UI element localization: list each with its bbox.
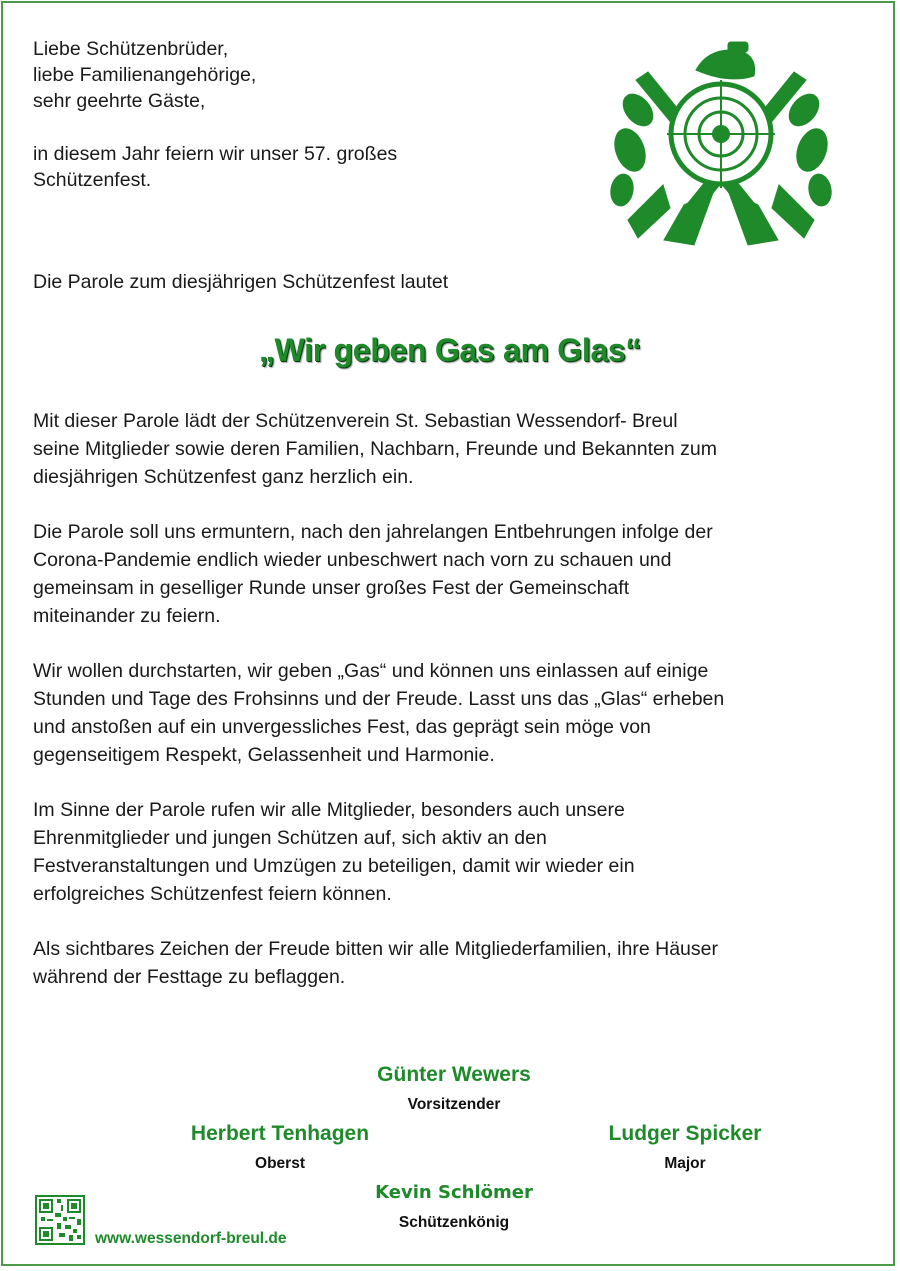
- text-line: Die Parole soll uns ermuntern, nach den jahrelangen Entbehrungen infolge der: [33, 521, 713, 543]
- text-line: Als sichtbares Zeichen der Freude bitten wir alle Mitgliederfamilien, ihre Häuser: [33, 938, 718, 960]
- greeting: [33, 36, 397, 193]
- signature-role: Major: [664, 1155, 706, 1172]
- paragraph: [33, 935, 873, 991]
- paragraph: [33, 796, 873, 908]
- greeting-line: Schützenfest.: [33, 169, 152, 191]
- text-line: während der Festtage zu beflaggen.: [33, 966, 346, 988]
- motto-title: „Wir geben Gas am Glas“: [258, 332, 642, 368]
- signature-colonel: [150, 1121, 410, 1174]
- text-line: gegenseitigem Respekt, Gelassenheit und Harmonie.: [33, 744, 495, 766]
- marksmen-emblem-icon: [608, 40, 834, 250]
- text-line: Wir wollen durchstarten, wir geben „Gas“ und können uns einlassen auf einige: [33, 660, 709, 682]
- paragraph: [33, 518, 873, 630]
- intro-line: Die Parole zum diesjährigen Schützenfest lautet: [33, 271, 449, 293]
- paragraph: [33, 407, 873, 491]
- text-line: erfolgreiches Schützenfest feiern können.: [33, 883, 392, 905]
- signature-name: Günter Wewers: [377, 1063, 531, 1086]
- greeting-line: sehr geehrte Gäste,: [33, 90, 206, 112]
- signature-role: Vorsitzender: [407, 1096, 501, 1113]
- signature-role: Oberst: [255, 1155, 305, 1172]
- text-line: seine Mitglieder sowie deren Familien, Nachbarn, Freunde und Bekannten zum: [33, 438, 717, 460]
- text-line: Ehrenmitglieder und jungen Schützen auf, sich aktiv an den: [33, 827, 547, 849]
- text-line: diesjährigen Schützenfest ganz herzlich ein.: [33, 466, 414, 488]
- text-line: und anstoßen auf ein unvergessliches Fest, das geprägt sein möge von: [33, 716, 651, 738]
- body-text: [33, 407, 873, 1018]
- signature-name: Herbert Tenhagen: [190, 1122, 370, 1145]
- greeting-line: Liebe Schützenbrüder,: [33, 38, 229, 60]
- signature-name: Ludger Spicker: [608, 1122, 762, 1145]
- text-line: Stunden und Tage des Frohsinns und der Freude. Lasst uns das „Glas“ erheben: [33, 688, 725, 710]
- text-line: miteinander zu feiern.: [33, 605, 221, 627]
- greeting-line: liebe Familienangehörige,: [33, 64, 257, 86]
- website-link[interactable]: www.wessendorf-breul.de: [95, 1230, 287, 1247]
- text-line: Mit dieser Parole lädt der Schützenverein St. Sebastian Wessendorf- Breul: [33, 410, 678, 432]
- greeting-line: in diesem Jahr feiern wir unser 57. großes: [33, 143, 398, 165]
- signature-king: [340, 1180, 568, 1233]
- signature-chair: [340, 1062, 568, 1115]
- signature-name: Kevin Schlömer: [375, 1182, 533, 1203]
- paragraph: [33, 657, 873, 769]
- text-line: gemeinsam in geselliger Runde unser großes Fest der Gemeinschaft: [33, 577, 630, 599]
- signature-major: [570, 1121, 800, 1174]
- text-line: Festveranstaltungen und Umzügen zu beteiligen, damit wir wieder ein: [33, 855, 635, 877]
- text-line: Corona-Pandemie endlich wieder unbeschwert nach vorn zu schauen und: [33, 549, 672, 571]
- text-line: Im Sinne der Parole rufen wir alle Mitglieder, besonders auch unsere: [33, 799, 625, 821]
- qr-code-icon[interactable]: [35, 1195, 85, 1245]
- signature-role: Schützenkönig: [398, 1214, 510, 1231]
